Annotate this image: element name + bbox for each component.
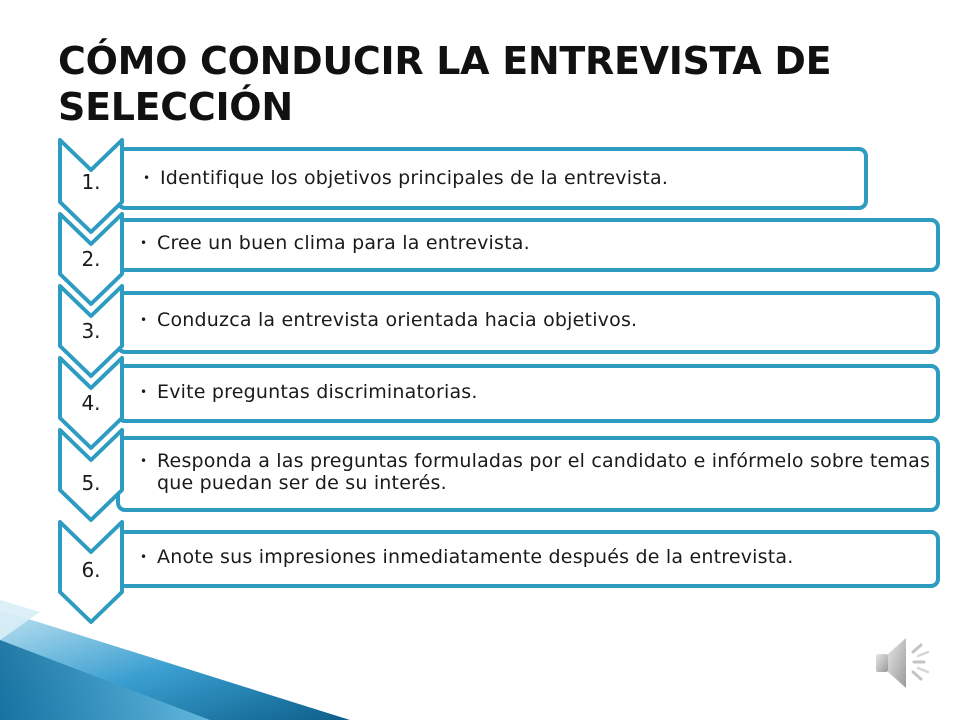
step-3-text: Conduzca la entrevista orientada hacia objetivos. [157,309,638,331]
step-3-description [140,309,940,331]
step-2-text: Cree un buen clima para la entrevista. [157,232,530,254]
step-6-number: 6. [81,558,101,582]
step-2-description [140,232,940,254]
step-6-text: Anote sus impresiones inmediatamente después de la entrevista. [157,546,794,568]
slide-title: CÓMO CONDUCIR LA ENTREVISTA DE SELECCIÓN [58,39,832,129]
step-4-text: Evite preguntas discriminatorias. [157,381,478,403]
bullet-icon: • [140,385,148,399]
step-5-number: 5. [81,471,101,495]
bullet-icon: • [143,171,151,185]
step-1-description [143,167,943,189]
step-6-description [140,546,940,568]
bullet-icon: • [140,313,148,327]
step-1-number: 1. [81,170,101,194]
step-2-number: 2. [81,247,101,271]
bullet-icon: • [140,550,148,564]
step-1-text: Identifique los objetivos principales de la entrevista. [160,167,669,189]
step-4-number: 4. [81,391,101,415]
bullet-icon: • [140,454,148,468]
step-3-number: 3. [81,319,101,343]
bullet-icon: • [140,236,148,250]
speaker-icon[interactable] [872,632,938,694]
step-4-description [140,381,940,403]
step-5-text: Responda a las preguntas formuladas por el candidato e infórmelo sobre temas que puedan ser de su interés. [157,450,931,494]
step-5-description [140,450,936,494]
